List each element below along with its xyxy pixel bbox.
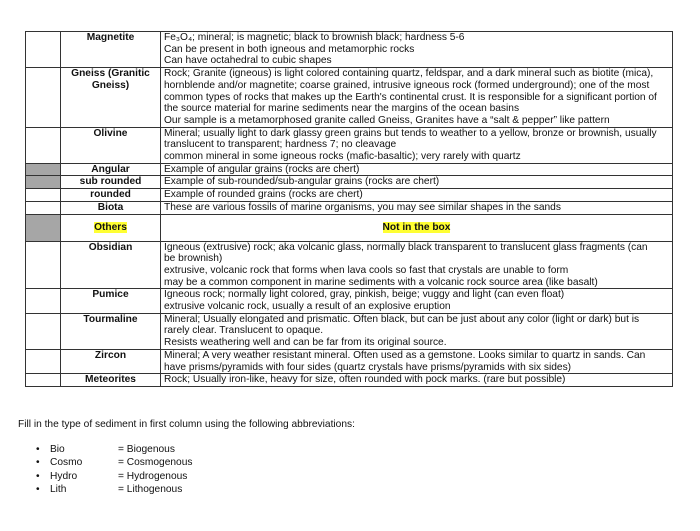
sample-description-cell (161, 374, 673, 387)
bullet-icon: • (36, 444, 40, 455)
sediment-table (25, 31, 673, 387)
abbreviation-list (36, 443, 192, 497)
sediment-type-cell[interactable] (26, 313, 61, 349)
table-row (26, 349, 673, 373)
sample-description-cell (161, 313, 673, 349)
description-line: be brownish) (164, 253, 223, 265)
abbreviation-code: Bio (50, 444, 65, 455)
description-line: Igneous (extrusive) rock; aka volcanic glass, normally black transparent to translucent glass fragments (can (164, 241, 648, 253)
sample-name-cell: Meteorites (61, 374, 161, 387)
sample-description-cell (161, 68, 673, 128)
sediment-type-cell[interactable] (26, 176, 61, 189)
sediment-type-cell[interactable] (26, 189, 61, 202)
sample-description-cell (161, 289, 673, 313)
sample-name-cell: Angular (61, 163, 161, 176)
description-line: extrusive, volcanic rock that forms when lava cools so fast that crystals are unable to form (164, 264, 569, 276)
description-line: Example of angular grains (rocks are chert) (164, 163, 360, 175)
sediment-type-cell[interactable] (26, 289, 61, 313)
sample-name-cell: sub rounded (61, 176, 161, 189)
sediment-type-cell[interactable] (26, 127, 61, 163)
table-row (26, 189, 673, 202)
table-row (26, 68, 673, 128)
table-row (26, 374, 673, 387)
abbreviation-item (36, 483, 192, 496)
table-row (26, 176, 673, 189)
others-label-cell (61, 214, 161, 241)
abbreviation-meaning: = Hydrogenous (118, 470, 188, 482)
sample-name-cell: Pumice (61, 289, 161, 313)
description-line: Example of sub-rounded/sub-angular grains (rocks are chert) (164, 176, 440, 188)
bullet-icon: • (36, 470, 40, 482)
description-line: rarely clear. Translucent to opaque. (164, 325, 324, 337)
sediment-type-cell[interactable] (26, 68, 61, 128)
abbreviation-code: Lith (50, 484, 67, 496)
description-line: translucent to transparent; hardness 7; no cleavage (164, 139, 397, 151)
sample-name-cell: Biota (61, 201, 161, 214)
description-line: Mineral; A very weather resistant mineral. Often used as a gemstone. Looks similar to quartz in sands. Can (164, 349, 646, 361)
abbreviation-item (36, 456, 192, 469)
not-in-box-label: Not in the box (382, 221, 451, 233)
sample-description-cell (161, 349, 673, 373)
sediment-table-body (26, 32, 673, 387)
description-line: extrusive volcanic rock, usually a result of an explosive eruption (164, 301, 451, 313)
sample-description-cell (161, 127, 673, 163)
description-line: common mineral in some igneous rocks (mafic-basaltic); very rarely with quartz (164, 151, 521, 163)
sediment-type-cell[interactable] (26, 163, 61, 176)
description-line: Mineral; usually light to dark glassy green grains but tends to weather to a yellow, bronze or brownish, usually (164, 127, 657, 139)
sample-name-cell: Tourmaline (61, 313, 161, 349)
description-line: common types of rocks that makes up the Earth's continental crust. It is responsible for a significant portion of (164, 91, 657, 103)
sediment-table-container (25, 31, 673, 387)
sediment-type-cell[interactable] (26, 349, 61, 373)
table-row (26, 289, 673, 313)
sample-description-cell (161, 189, 673, 202)
abbreviation-meaning: = Cosmogenous (118, 457, 193, 469)
sample-name-cell: Obsidian (61, 241, 161, 289)
sample-description-cell (161, 32, 673, 68)
abbreviation-item (36, 470, 192, 483)
abbreviation-code: Hydro (50, 470, 78, 482)
description-line: hornblende and/or magnetite; coarse grained, intrusive igneous rock (formed underground); one of the most (164, 79, 650, 91)
table-row (26, 313, 673, 349)
table-row (26, 32, 673, 68)
sample-name-cell: Olivine (61, 127, 161, 163)
table-row (26, 241, 673, 289)
description-line: have prisms/pyramids with four sides (quartz crystals have prisms/pyramids with six sides) (164, 361, 572, 373)
description-line: Fe₃O₄; mineral; is magnetic; black to brownish black; hardness 5-6 (164, 32, 465, 43)
description-line: Can be present in both igneous and metamorphic rocks (164, 43, 415, 55)
sediment-type-cell[interactable] (26, 32, 61, 68)
sample-description-cell (161, 241, 673, 289)
description-line: Our sample is a metamorphosed granite called Gneiss, Granites have a “salt & pepper” like pattern (164, 114, 610, 126)
sample-name-cell: Magnetite (61, 32, 161, 68)
sediment-type-cell[interactable] (26, 201, 61, 214)
sample-description-cell (161, 201, 673, 214)
sample-name-cell: Gneiss (Granitic Gneiss) (61, 68, 161, 128)
abbreviation-meaning: = Biogenous (118, 444, 175, 455)
description-line: Can have octahedral to cubic shapes (164, 55, 332, 67)
not-in-box-cell (161, 214, 673, 241)
description-line: These are various fossils of marine organisms, you may see similar shapes in the sands (164, 201, 561, 213)
description-line: Rock; Granite (igneous) is light colored containing quartz, feldspar, and a dark mineral such as biotite (mica), (164, 68, 654, 80)
description-line: Rock; Usually iron-like, heavy for size, often rounded with pock marks. (rare but possible) (164, 374, 566, 386)
abbreviation-item (36, 443, 192, 456)
others-label: Others (94, 221, 127, 233)
description-line: may be a common component in marine sediments with a volcanic rock source area (like basalt) (164, 276, 598, 288)
sample-description-cell (161, 176, 673, 189)
description-line: Igneous rock; normally light colored, gray, pinkish, beige; vuggy and light (can even float) (164, 289, 565, 301)
sample-name-cell: Zircon (61, 349, 161, 373)
description-line: Mineral; Usually elongated and prismatic. Often black, but can be just about any color (light or dark) but is (164, 313, 640, 325)
abbreviation-code: Cosmo (50, 457, 83, 469)
description-line: Resists weathering well and can be far from its original source. (164, 337, 447, 349)
sediment-type-cell[interactable] (26, 374, 61, 387)
sediment-type-cell[interactable] (26, 241, 61, 289)
abbreviation-meaning: = Lithogenous (118, 484, 183, 496)
table-row (26, 163, 673, 176)
table-row (26, 201, 673, 214)
description-line: the source material for marine sediments near the margins of the ocean basins (164, 103, 520, 115)
others-row (26, 214, 673, 241)
bullet-icon: • (36, 457, 40, 469)
bullet-icon: • (36, 484, 40, 496)
sample-name-cell: rounded (61, 189, 161, 202)
sediment-type-cell[interactable] (26, 214, 61, 241)
table-row (26, 127, 673, 163)
sample-description-cell (161, 163, 673, 176)
instruction-text: Fill in the type of sediment in first column using the following abbreviations: (18, 419, 355, 430)
description-line: Example of rounded grains (rocks are chert) (164, 189, 363, 201)
